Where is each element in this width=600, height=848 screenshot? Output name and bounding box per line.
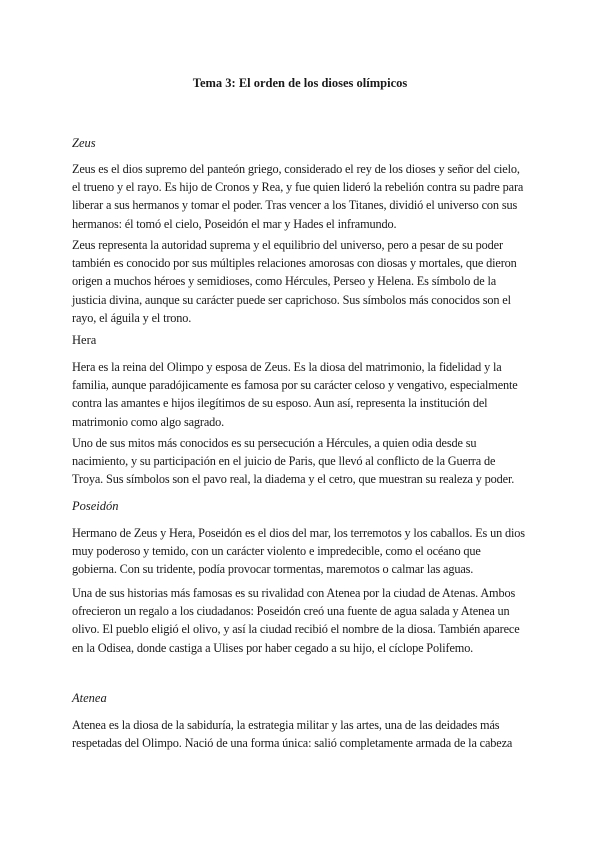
section-heading: Atenea	[72, 691, 107, 705]
paragraph	[72, 584, 528, 657]
section-zeus	[72, 135, 528, 151]
paragraph-text: Zeus es el dios supremo del panteón griego, considerado el rey de los dioses y señor del cielo, el trueno y el rayo. Es hijo de Cronos y Rea, y fue quien lideró la rebelión contra su padre para liberar a sus hermanos y tomar el poder. Tras vencer a los Titanes, dividió el universo con sus hermanos: él tomó el cielo, Poseidón el mar y Hades el inframundo.	[72, 162, 524, 231]
section-atenea	[72, 690, 528, 706]
section-heading: Hera	[72, 333, 97, 347]
paragraph-text: Zeus representa la autoridad suprema y el equilibrio del universo, pero a pesar de su poder también es conocido por sus múltiples relaciones amorosas con diosas y mortales, que dieron origen a muchos héroes y semidioses, como Hércules, Perseo y Helena. Es símbolo de la justicia divina, aunque su carácter puede ser caprichoso. Sus símbolos más conocidos son el rayo, el águila y el trono.	[72, 238, 517, 325]
paragraph	[72, 160, 528, 233]
section-hera	[72, 332, 528, 348]
paragraph-text: Una de sus historias más famosas es su rivalidad con Atenea por la ciudad de Atenas. Ambos ofrecieron un regalo a los ciudadanos: Poseidón creó una fuente de agua salada y Atenea un olivo. El pueblo eligió el olivo, y así la ciudad recibió el nombre de la diosa. También aparece en la Odisea, donde castiga a Ulises por haber cegado a su hijo, el cíclope Polifemo.	[72, 586, 520, 655]
paragraph	[72, 236, 528, 327]
paragraph	[72, 358, 528, 431]
paragraph	[72, 434, 528, 489]
paragraph-text: Uno de sus mitos más conocidos es su persecución a Hércules, a quien odia desde su nacimiento, y su participación en el juicio de Paris, que llevó al conflicto de la Guerra de Troya. Sus símbolos son el pavo real, la diadema y el cetro, que muestran su realeza y poder.	[72, 436, 515, 487]
document-title: Tema 3: El orden de los dioses olímpicos	[192, 76, 408, 90]
section-heading: Zeus	[72, 136, 96, 150]
paragraph	[72, 716, 528, 752]
paragraph-text: Atenea es la diosa de la sabiduría, la estrategia militar y las artes, una de las deidades más respetadas del Olimpo. Nació de una forma única: salió completamente armada de la cabeza	[72, 718, 513, 751]
section-poseidon	[72, 498, 528, 514]
paragraph	[72, 524, 528, 579]
paragraph-text: Hermano de Zeus y Hera, Poseidón es el dios del mar, los terremotos y los caballos. Es un dios muy poderoso y temido, con un carácter violento e impredecible, como el océano que gobierna. Con su tridente, podía provocar tormentas, maremotos o calmar las aguas.	[72, 526, 525, 577]
paragraph-text: Hera es la reina del Olimpo y esposa de Zeus. Es la diosa del matrimonio, la fidelidad y la familia, aunque paradójicamente es famosa por su carácter celoso y vengativo, especialmente contra las amantes e hijos ilegítimos de su esposo. Aun así, representa la institución del matrimonio como algo sagrado.	[72, 360, 518, 429]
section-heading: Poseidón	[72, 499, 119, 513]
